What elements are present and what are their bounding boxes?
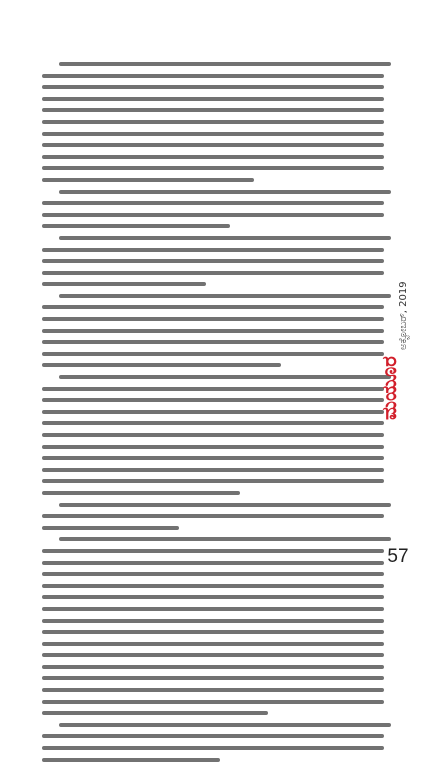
text-line [42,224,230,228]
text-line [42,746,384,750]
text-line [42,305,384,309]
text-line [42,108,384,112]
paragraph [42,236,384,286]
text-line [59,375,391,379]
text-line [42,491,240,495]
text-line [42,143,384,147]
text-line [42,758,220,762]
text-line [42,549,384,553]
paragraph [42,537,384,715]
text-line [59,503,391,507]
text-line [42,619,384,623]
text-line [42,74,384,78]
text-line [42,317,384,321]
paragraph [42,294,384,368]
text-line [42,155,384,159]
text-line [42,700,384,704]
text-line [42,561,384,565]
article-body [42,62,384,769]
text-line [42,363,281,367]
issue-date: ಅಕ್ಟೋಬರ್, 2019 [398,281,409,350]
text-line [42,213,384,217]
text-line [42,653,384,657]
text-line [42,433,384,437]
text-line [42,352,384,356]
text-line [42,630,384,634]
text-line [42,595,384,599]
text-line [42,271,384,275]
text-line [42,387,384,391]
text-line [42,665,384,669]
paragraph [42,62,384,182]
text-line [42,468,384,472]
text-line [42,642,384,646]
text-line [42,340,384,344]
text-line [42,178,254,182]
text-line [42,120,384,124]
text-line [59,723,391,727]
text-line [59,62,391,66]
text-line [42,607,384,611]
magazine-masthead: ಮಯೂರ [377,356,401,420]
text-line [42,329,384,333]
text-line [42,85,384,89]
paragraph [42,375,384,495]
text-line [42,248,384,252]
text-line [59,190,391,194]
text-line [42,479,384,483]
page-number: 57 [387,546,409,567]
text-line [42,572,384,576]
text-line [42,132,384,136]
text-line [42,259,384,263]
paragraph [42,723,384,762]
text-line [59,294,391,298]
text-line [42,97,384,101]
paragraph [42,503,384,530]
text-line [42,711,268,715]
text-line [42,734,384,738]
text-line [42,456,384,460]
text-line [59,236,391,240]
text-line [42,584,384,588]
text-line [42,421,384,425]
text-line [42,398,384,402]
paragraph [42,190,384,229]
text-line [42,676,384,680]
text-line [42,688,384,692]
text-line [42,410,384,414]
text-line [59,537,391,541]
text-line [42,514,384,518]
text-line [42,201,384,205]
text-line [42,166,384,170]
text-line [42,282,206,286]
text-line [42,445,384,449]
text-line [42,526,179,530]
